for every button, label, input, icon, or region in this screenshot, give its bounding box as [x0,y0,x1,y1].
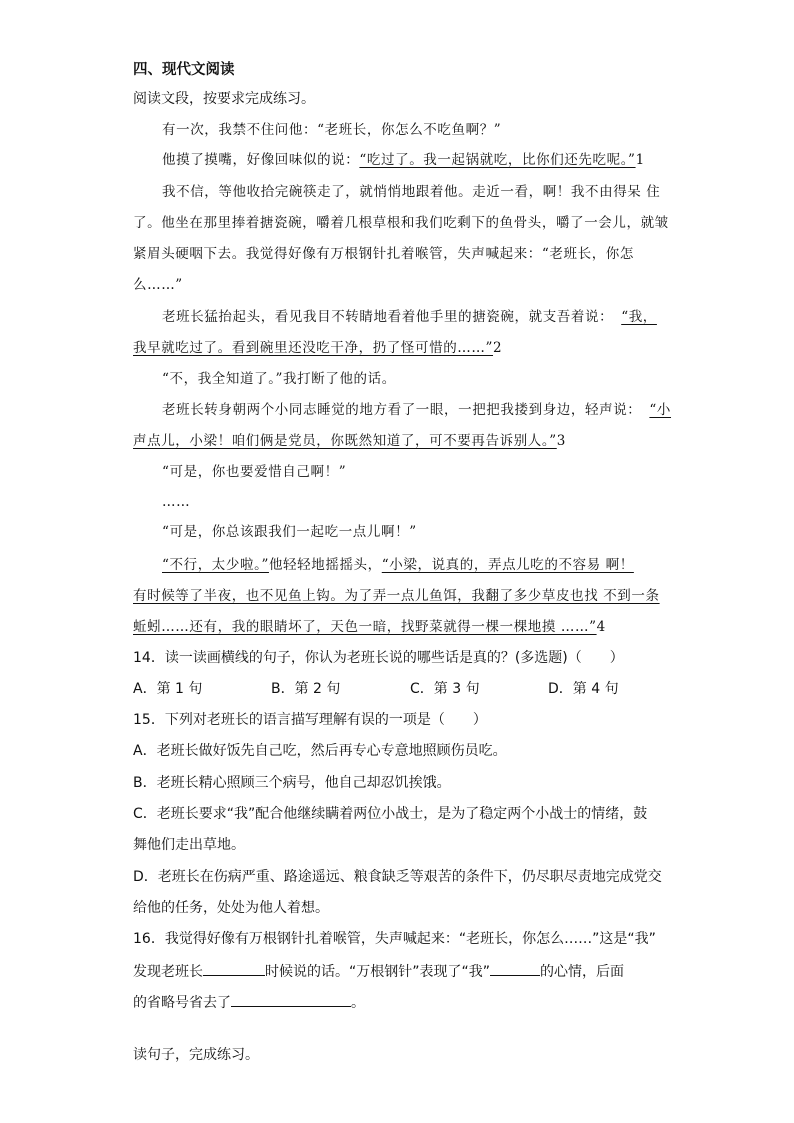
question-16-text: 。 [351,995,365,1011]
underlined-sentence-3-start: “小 [649,402,672,418]
passage-text: 老班长猛抬起头，看见我目不转睛地看着他手里的搪瓷碗，就支吾着说： [162,309,614,325]
underlined-sentence-4-part: “小梁，说真的，弄点儿吃的不容易 啊！ [381,557,634,573]
sentence-number-2: 2 [493,340,503,356]
question-16-line-3 [133,992,365,1013]
passage-paragraph-9: “可是，你总该跟我们一起吃一点儿啊！” [162,524,417,540]
passage-paragraph-10-line-1 [162,555,634,575]
answer-blank-2[interactable] [490,961,540,976]
passage-text: 老班长转身朝两个小同志睡觉的地方看了一眼，一把把我搂到身边，轻声说： [162,402,642,418]
question-14-option-a[interactable]: A．第 1 句 [133,681,203,697]
question-16-line-2 [133,961,624,982]
passage-paragraph-4-line-2 [133,338,502,358]
passage-paragraph-2 [162,150,645,170]
next-section-instruction: 读句子，完成练习。 [133,1047,259,1063]
passage-paragraph-3-line-1: 我不信，等他收拾完碗筷走了，就悄悄地跟着他。走近一看，啊！我不由得呆 住 [162,184,661,200]
underlined-sentence-4-end: 蚯蚓……还有，我的眼睛坏了，天色一暗，找野菜就得一棵一棵地摸 ……” [133,619,597,635]
question-14-option-c[interactable]: C．第 3 句 [410,681,480,697]
question-15-stem: 15．下列对老班长的语言描写理解有误的一项是（ ） [133,712,487,728]
sentence-number-3: 3 [556,433,566,449]
question-16-stem: 16．我觉得好像有万根钢针扎着喉管，失声喊起来：“老班长，你怎么……”这是“我” [133,931,656,947]
passage-paragraph-4-line-1 [162,307,657,327]
question-16-text: 时候说的话。“万根钢针”表现了“我” [265,964,491,980]
question-14-stem: 14．读一读画横线的句子，你认为老班长说的哪些话是真的？(多选题)（ ） [133,650,624,666]
underlined-sentence-1: “吃过了。我一起锅就吃，比你们还先吃呢。” [359,152,636,168]
question-15-option-d[interactable]: D．老班长在伤病严重、路途遥远、粮食缺乏等艰苦的条件下，仍尽职尽责地完成党交 [133,869,662,885]
sentence-number-4: 4 [596,619,606,635]
underlined-sentence-3: 声点儿，小梁！咱们俩是党员，你既然知道了，可不要再告诉别人。” [133,433,557,449]
passage-text: 他轻轻地摇摇头， [268,557,382,573]
answer-blank-1[interactable] [203,961,265,976]
passage-paragraph-3-line-2: 了。他坐在那里捧着搪瓷碗，嚼着几根草根和我们吃剩下的鱼骨头，嚼了一会儿，就皱 [133,215,669,231]
passage-ellipsis: …… [162,494,191,510]
question-16-text: 的心情，后面 [540,964,625,980]
question-14-option-d[interactable]: D．第 4 句 [548,681,619,697]
question-15-option-d-continued: 给他的任务，处处为他人着想。 [133,900,329,916]
question-15-option-c-continued: 舞他们走出草地。 [133,837,245,853]
reading-instruction: 阅读文段，按要求完成练习。 [133,91,315,107]
passage-paragraph-6-line-2 [133,431,566,451]
question-15-option-b[interactable]: B．老班长精心照顾三个病号，他自己却忍饥挨饿。 [133,775,451,791]
passage-paragraph-6-line-1 [162,400,671,420]
passage-paragraph-7: “可是，你也要爱惜自己啊！” [162,464,347,480]
question-16-text: 发现老班长 [133,964,203,980]
passage-paragraph-1: 有一次，我禁不住问他：“老班长，你怎么不吃鱼啊？” [162,122,502,138]
answer-blank-3[interactable] [231,992,351,1007]
passage-text: 他摸了摸嘴，好像回味似的说： [162,152,360,168]
question-14-option-b[interactable]: B．第 2 句 [271,681,341,697]
sentence-number-1: 1 [635,152,645,168]
underlined-sentence-4-part: 有时候等了半夜，也不见鱼上钩。为了弄一点儿鱼饵，我翻了多少草皮也找 不到一条 [133,588,660,604]
underlined-sentence-2-start: “我， [621,309,657,325]
passage-paragraph-10-line-2 [133,586,660,606]
passage-paragraph-3-line-3: 紧眉头硬咽下去。我觉得好像有万根钢针扎着喉管，失声喊起来：“老班长，你怎 [133,246,635,262]
passage-paragraph-10-line-3 [133,617,606,637]
passage-paragraph-3-line-4: 么……” [133,277,183,293]
underlined-sentence-4-start: “不行，太少啦。” [162,557,269,573]
section-title: 四、现代文阅读 [133,62,235,78]
passage-paragraph-5: “不，我全知道了。”我打断了他的话。 [162,371,396,387]
question-15-option-c[interactable]: C．老班长要求“我”配合他继续瞒着两位小战士，是为了稳定两个小战士的情绪，鼓 [133,806,648,822]
underlined-sentence-2: 我早就吃过了。看到碗里还没吃干净，扔了怪可惜的……” [133,340,494,356]
question-15-option-a[interactable]: A．老班长做好饭先自己吃，然后再专心专意地照顾伤员吃。 [133,743,507,759]
question-16-text: 的省略号省去了 [133,995,231,1011]
